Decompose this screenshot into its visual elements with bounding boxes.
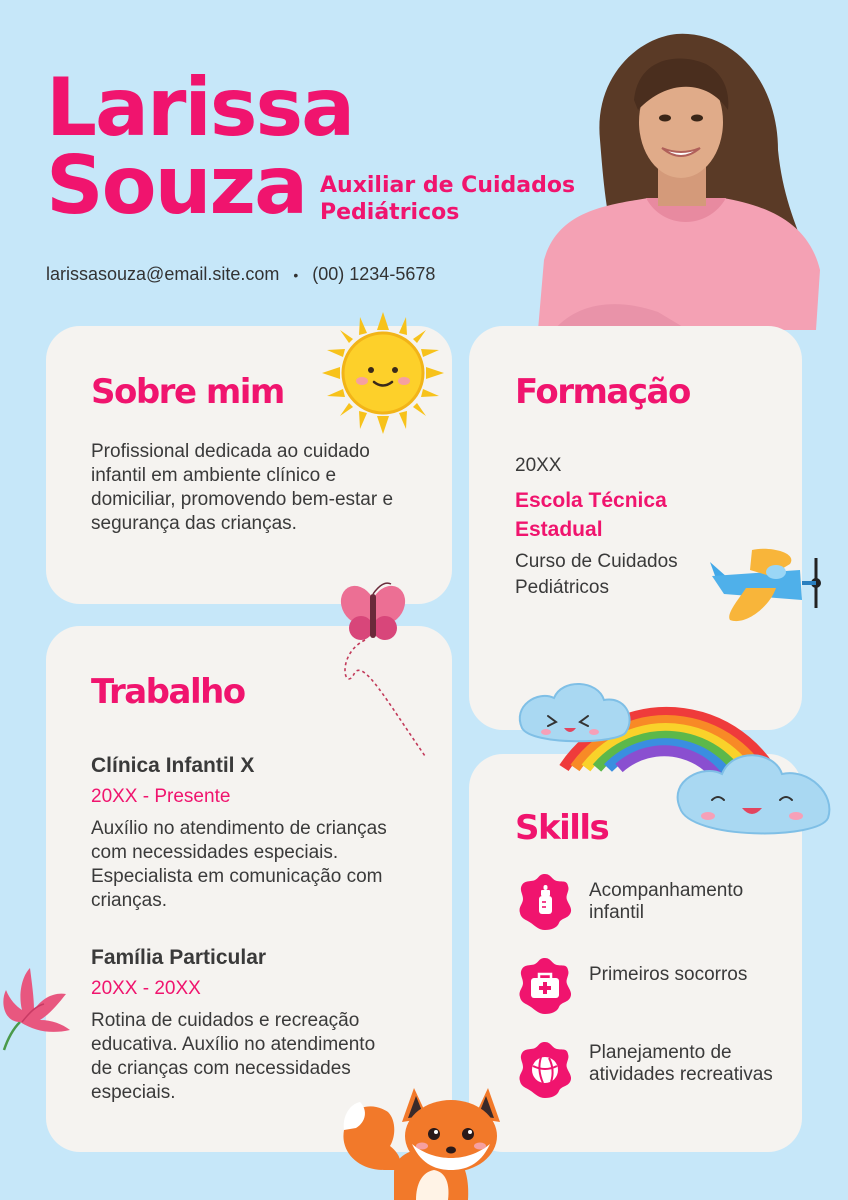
fox-icon — [338, 1074, 512, 1200]
job-description: Rotina de cuidados e recreação educativa. Auxílio no atendimento de crianças com necessidades especiais. — [91, 1010, 376, 1103]
job-description: Auxílio no atendimento de crianças com necessidades especiais. Especialista em comunicação com crianças. — [91, 818, 387, 911]
skill-label: Primeiros socorros — [589, 964, 748, 985]
flower-icon — [0, 966, 72, 1052]
last-name: Souza — [46, 139, 307, 232]
about-heading: Sobre mim — [91, 372, 284, 412]
profile-photo — [538, 30, 828, 330]
phone[interactable]: (00) 1234-5678 — [312, 264, 436, 284]
education-course: Curso de Cuidados Pediátricos — [515, 551, 678, 598]
about-text: Profissional dedicada ao cuidado infantil em ambiente clínico e domiciliar, promovendo bem-estar e segurança das crianças. — [91, 441, 394, 534]
airplane-icon — [706, 548, 830, 626]
education-school: Escola Técnica Estadual — [515, 489, 667, 541]
ball-icon — [515, 1040, 575, 1100]
job-dates: 20XX - Presente — [91, 786, 231, 807]
separator: • — [293, 266, 299, 283]
skill-label: Planejamento de atividades recreativas — [589, 1042, 773, 1085]
job-company: Clínica Infantil X — [91, 754, 255, 777]
contact-line — [46, 264, 435, 285]
butterfly-icon — [325, 580, 435, 760]
skill-label: Acompanhamento infantil — [589, 880, 744, 923]
job-title: Auxiliar de Cuidados Pediátricos — [320, 173, 576, 225]
work-heading: Trabalho — [91, 672, 245, 712]
job-company: Família Particular — [91, 946, 267, 969]
email[interactable]: larissasouza@email.site.com — [46, 264, 280, 284]
sun-icon — [322, 312, 444, 434]
first-name: Larissa — [46, 61, 354, 154]
education-heading: Formação — [515, 372, 690, 412]
job-dates: 20XX - 20XX — [91, 978, 201, 999]
baby-bottle-icon — [515, 872, 575, 932]
skills-heading: Skills — [515, 808, 609, 848]
education-year: 20XX — [515, 455, 562, 476]
first-aid-kit-icon — [515, 956, 575, 1016]
